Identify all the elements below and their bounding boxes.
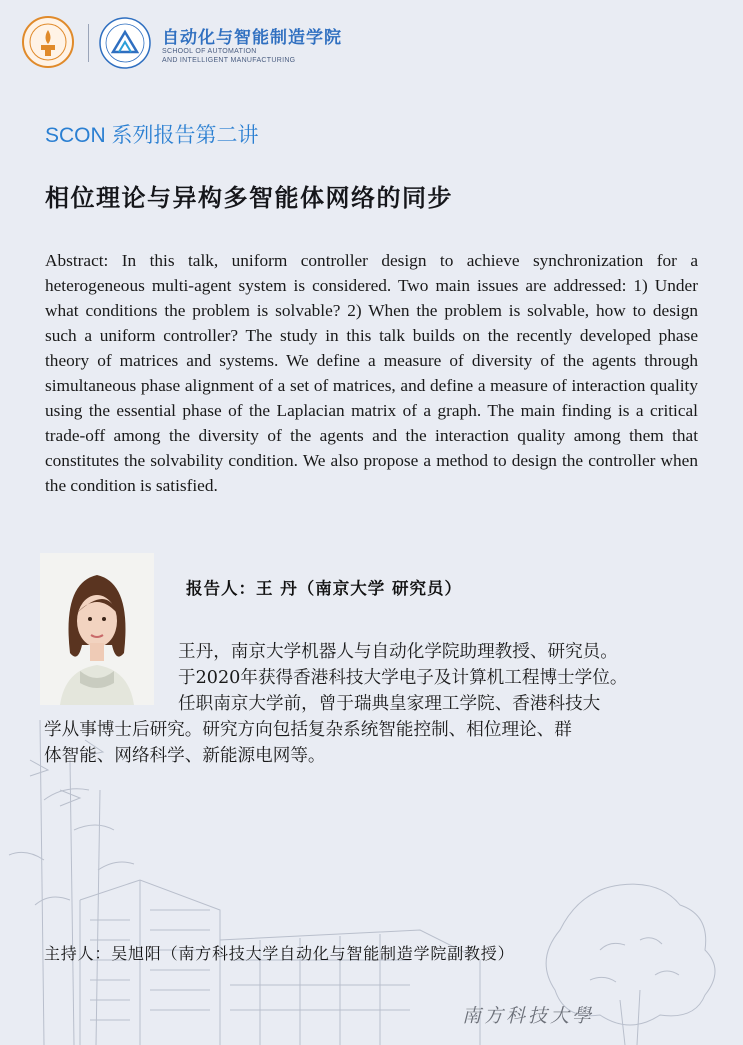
talk-title: 相位理论与异构多智能体网络的同步 bbox=[45, 184, 453, 212]
bio-line: 任职南京大学前，曾于瑞典皇家理工学院、香港科技大 bbox=[178, 694, 601, 714]
school-name-en-line1: SCHOOL OF AUTOMATION bbox=[162, 48, 257, 55]
abstract-text: Abstract: In this talk, uniform controller design to achieve synchronization for a heterogeneous multi-agent system is considered. Two main issues are addressed: 1) Under what conditions the problem is solvable? 2) When the problem is solvable, how to design such a uniform controller? The study in this talk builds on the recently developed phase theory of matrices and systems. We define a measure of diversity of the agents through simultaneous phase alignment of a set of matrices, and define a measure of interaction quality using the essential phase of the Laplacian matrix of a graph. The main finding is a critical trade-off among the diversity of the agents and the interaction quality among them that constitutes the solvability condition. We also propose a method to design the controller when the condition is satisfied. bbox=[45, 251, 698, 495]
school-name-en bbox=[162, 47, 295, 65]
sustech-logo-icon bbox=[22, 16, 74, 68]
bio-line: 王丹，南京大学机器人与自动化学院助理教授、研究员。 bbox=[178, 642, 618, 662]
speaker-line: 报告人：王 丹（南京大学 研究员） bbox=[186, 579, 462, 598]
school-name-cn: 自动化与智能制造学院 bbox=[162, 28, 342, 48]
bio-line: 体智能、网络科学、新能源电网等。 bbox=[44, 746, 326, 766]
host-line: 主持人：吴旭阳（南方科技大学自动化与智能制造学院副教授） bbox=[44, 944, 515, 963]
school-name-en-line2: AND INTELLIGENT MANUFACTURING bbox=[162, 57, 296, 64]
university-calligraphy-logo: 南方科技大學 bbox=[462, 1005, 595, 1027]
bio-line: 学从事博士后研究。研究方向包括复杂系统智能控制、相位理论、群 bbox=[44, 720, 572, 740]
series-label: SCON 系列报告第二讲 bbox=[45, 124, 259, 147]
bio-line: 于2020年获得香港科技大学电子及计算机工程博士学位。 bbox=[178, 668, 628, 688]
logo-divider bbox=[88, 24, 89, 62]
speaker-bio bbox=[44, 639, 704, 769]
automation-school-logo-icon bbox=[98, 16, 152, 70]
